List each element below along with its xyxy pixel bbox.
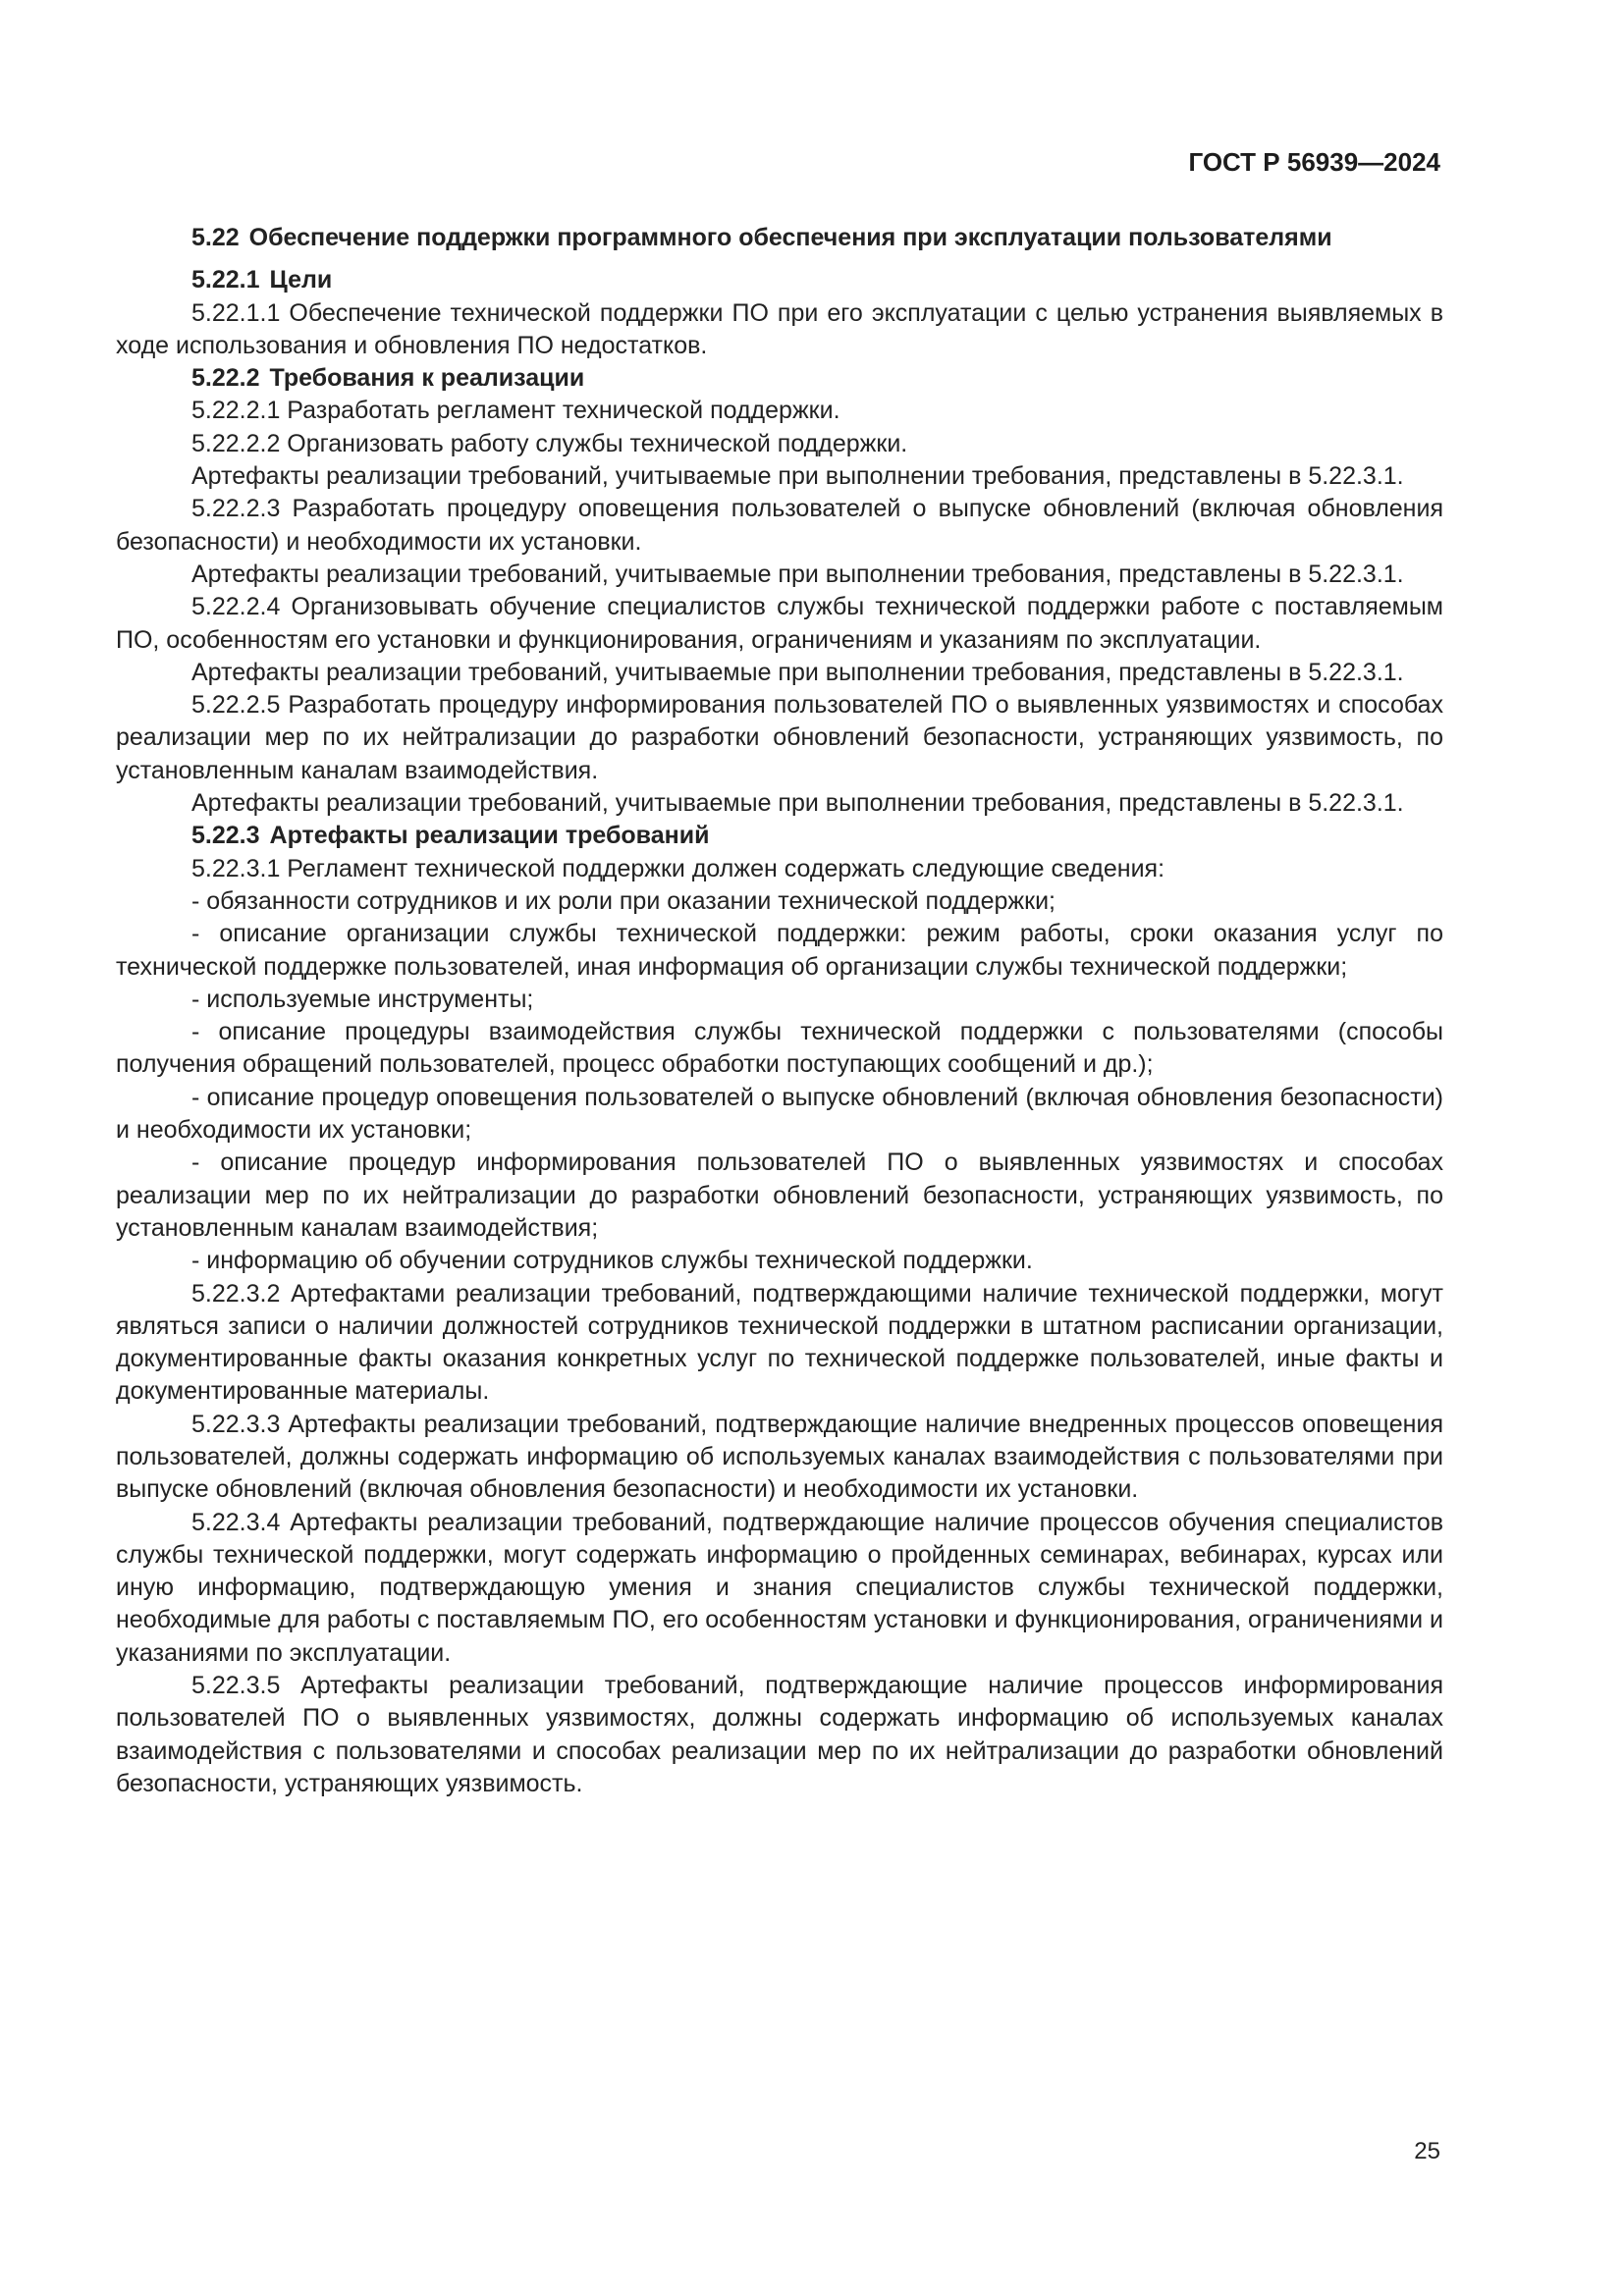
paragraph: 5.22.3.5 Артефакты реализации требований, подтверждающие наличие процессов информирования пользователей ПО о выявленных уязвимостях, должны содержать информацию об используемых каналах взаимодействия с пользователями и способах реализации мер по их нейтрализации до разработки обновлений безопасности, устраняющих уязвимость. [116, 1672, 1443, 1797]
paragraph: 5.22.2.4 Организовывать обучение специалистов службы технической поддержки работе с поставляемым ПО, особенностям его установки и функционирования, ограничениям и указаниям по эксплуатации. [116, 593, 1443, 654]
paragraph: Артефакты реализации требований, учитываемые при выполнении требования, представлены в 5.22.3.1. [191, 462, 1404, 491]
paragraph: Артефакты реализации требований, учитываемые при выполнении требования, представлены в 5.22.3.1. [191, 560, 1404, 588]
list-item: - используемые инструменты; [191, 985, 534, 1013]
paragraph: 5.22.3.4 Артефакты реализации требований, подтверждающие наличие процессов обучения специалистов службы технической поддержки, могут содержать информацию о пройденных семинарах, вебинарах, курсах или иную информацию, подтверждающую умения и знания специалистов службы технической поддержки, необходимые для работы с поставляемым ПО, его особенностям установки и функционирования, ограничениями и указаниями по эксплуатации. [116, 1508, 1443, 1667]
section-title [116, 222, 1443, 254]
subsection-number: 5.22.1 [191, 266, 260, 294]
list-item: - информацию об обучении сотрудников службы технической поддержки. [191, 1247, 1033, 1275]
list-item: - обязанности сотрудников и их роли при оказании технической поддержки; [191, 886, 1056, 915]
subsection-heading-text: Артефакты реализации требований [269, 822, 710, 850]
paragraph: 5.22.3.3 Артефакты реализации требований, подтверждающие наличие внедренных процессов оповещения пользователей, должны содержать информацию об используемых каналах взаимодействия с пользователями при выпуске обновлений (включая обновления безопасности) и необходимости их установки. [116, 1410, 1443, 1504]
document-header: ГОСТ Р 56939—2024 [1188, 147, 1440, 177]
paragraph: 5.22.2.1 Разработать регламент технической поддержки. [191, 397, 840, 425]
section-number: 5.22 [191, 224, 240, 251]
paragraph: 5.22.3.1 Регламент технической поддержки должен содержать следующие сведения: [191, 854, 1165, 882]
section-content [116, 264, 1443, 1800]
subsection-heading-text: Требования к реализации [269, 364, 585, 393]
subsection-number: 5.22.2 [191, 364, 260, 393]
list-item: - описание процедур информирования пользователей ПО о выявленных уязвимостях и способах реализации мер по их нейтрализации до разработки обновлений безопасности, устраняющих уязвимость, по установленным каналам взаимодействия; [116, 1148, 1443, 1242]
paragraph: 5.22.2.2 Организовать работу службы технической поддержки. [191, 429, 908, 457]
list-item: - описание организации службы технической поддержки: режим работы, сроки оказания услуг по технической поддержке пользователей, иная информация об организации службы технической поддержки; [116, 920, 1443, 981]
subsection-heading-text: Цели [269, 266, 333, 294]
paragraph: 5.22.2.5 Разработать процедуру информирования пользователей ПО о выявленных уязвимостях и способах реализации мер по их нейтрализации до разработки обновлений безопасности, устраняющих уязвимость, по установленным каналам взаимодействия. [116, 691, 1443, 784]
subsection-heading [116, 362, 1443, 395]
page-number: 25 [1414, 2138, 1440, 2164]
subsection-number: 5.22.3 [191, 822, 260, 850]
section-title-text: Обеспечение поддержки программного обеспечения при эксплуатации пользователями [248, 224, 1332, 251]
subsection-heading [116, 264, 1443, 296]
list-item: - описание процедур оповещения пользователей о выпуске обновлений (включая обновления безопасности) и необходимости их установки; [116, 1083, 1443, 1145]
paragraph: 5.22.1.1 Обеспечение технической поддержки ПО при его эксплуатации с целью устранения выявляемых в ходе использования и обновления ПО недостатков. [116, 298, 1443, 359]
paragraph: Артефакты реализации требований, учитываемые при выполнении требования, представлены в 5.22.3.1. [191, 789, 1404, 818]
document-body [116, 222, 1443, 1800]
paragraph: Артефакты реализации требований, учитываемые при выполнении требования, представлены в 5.22.3.1. [191, 658, 1404, 686]
paragraph: 5.22.3.2 Артефактами реализации требований, подтверждающими наличие технической поддержки, могут являться записи о наличии должностей сотрудников технической поддержки в штатном расписании организации, документированные факты оказания конкретных услуг по технической поддержке пользователей, иные факты и документированные материалы. [116, 1279, 1443, 1406]
subsection-heading [116, 820, 1443, 852]
paragraph: 5.22.2.3 Разработать процедуру оповещения пользователей о выпуске обновлений (включая обновления безопасности) и необходимости их установки. [116, 495, 1443, 556]
list-item: - описание процедуры взаимодействия службы технической поддержки с пользователями (способы получения обращений пользователей, процесс обработки поступающих сообщений и др.); [116, 1018, 1443, 1079]
